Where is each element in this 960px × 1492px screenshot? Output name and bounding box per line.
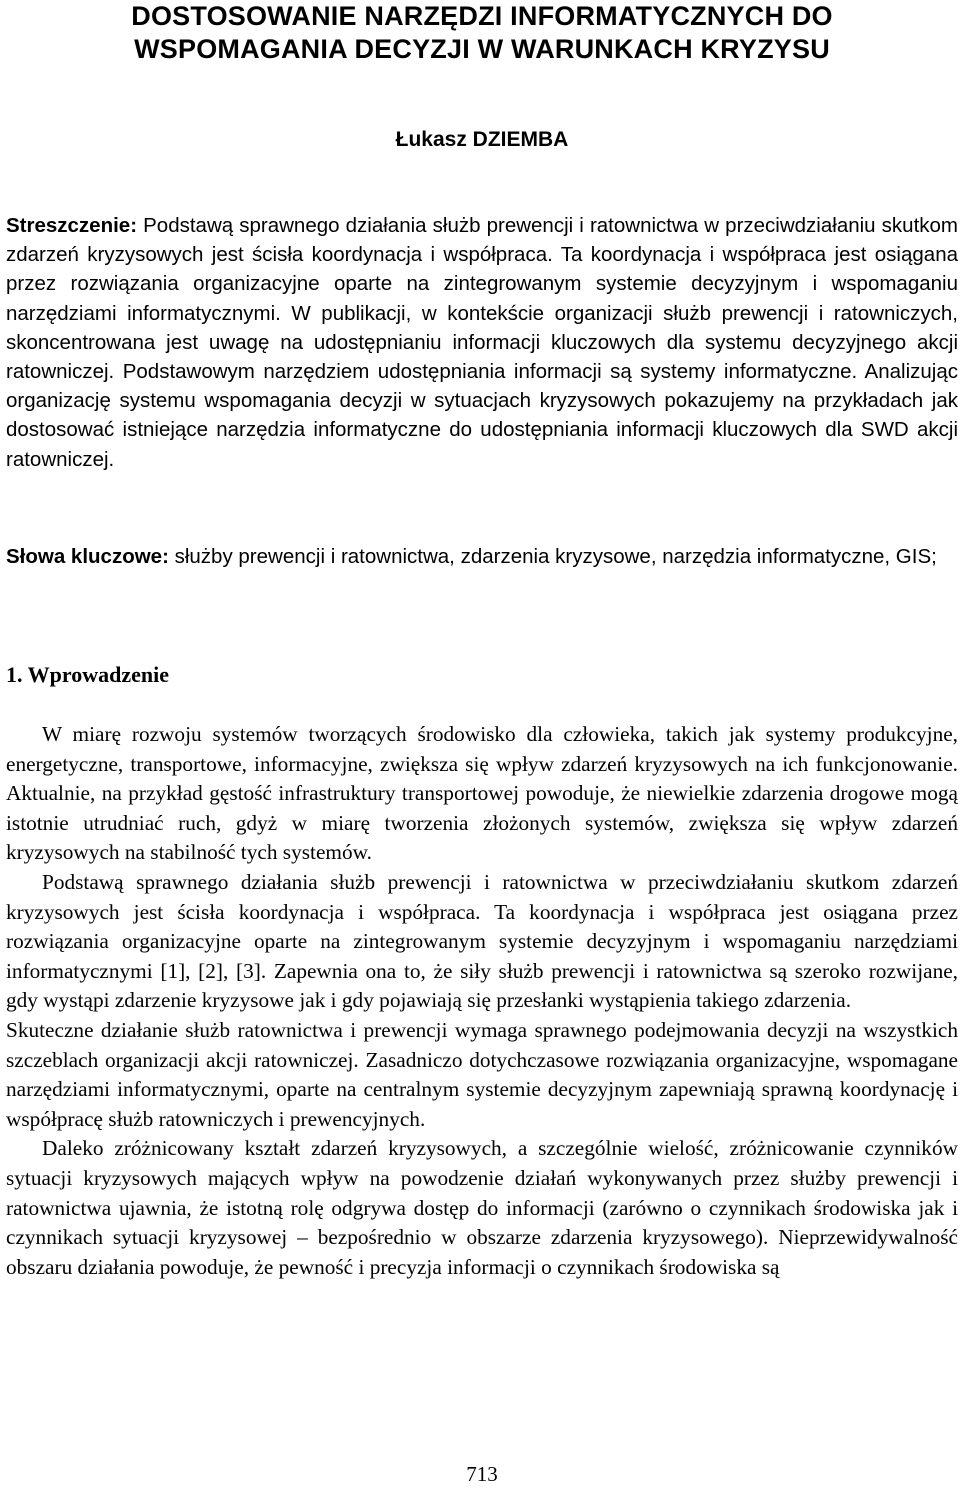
- section-heading-introduction: 1. Wprowadzenie: [6, 662, 169, 687]
- body-paragraph-3: Skuteczne działanie służb ratownictwa i prewencji wymaga sprawnego podejmowania decyzji na wszystkich szczeblach organizacji akcji ratowniczej. Zasadniczo dotychczasowe rozwiązania organizacyjne, wspomagane narzędziami informatycznymi, oparte na centralnym systemie decyzyjnym zapewniają sprawną koordynację i współpracę służb ratowniczych i prewencyjnych.: [6, 1017, 958, 1131]
- document-page: [6, 0, 958, 1486]
- keywords: [6, 542, 958, 571]
- abstract: [6, 211, 958, 474]
- body-paragraph-4: Daleko zróżnicowany kształt zdarzeń kryzysowych, a szczególnie wielość, zróżnicowanie czynników sytuacji kryzysowych mających wpływ na powodzenie działań wykonywanych przez służby prewencji i ratownictwa ujawnia, że istotną rolę odgrywa dostęp do informacji (zarówno o czynnikach środowiska jak i czynnikach sytuacji kryzysowej – bezpośrednio w obszarze zdarzenia kryzysowego). Nieprzewidywalność obszaru działania powoduje, że pewność i precyzja informacji o czynnikach środowiska są: [6, 1136, 958, 1279]
- section-body: [6, 720, 958, 1282]
- abstract-label: Streszczenie:: [6, 214, 138, 237]
- keywords-label: Słowa kluczowe:: [6, 545, 169, 568]
- body-paragraph-2: Podstawą sprawnego działania służb prewencji i ratownictwa w przeciwdziałaniu skutkom zdarzeń kryzysowych jest ścisła koordynacja i współpraca. Ta koordynacja i współpraca jest osiągana przez rozwiązania organizacyjne oparte na zintegrowanym systemie decyzyjnym i wspomaganiu narzędziami informatycznymi [1], [2], [3]. Zapewnia ona to, że siły służb prewencji i ratownictwa są szeroko rozwijane, gdy wystąpi zdarzenie kryzysowe jak i gdy pojawiają się przesłanki wystąpienia takiego zdarzenia.: [6, 869, 958, 1013]
- paper-title-line-2: WSPOMAGANIA DECYZJI W WARUNKACH KRYZYSU: [134, 34, 830, 64]
- paper-author: Łukasz DZIEMBA: [395, 128, 569, 151]
- body-paragraph-1: W miarę rozwoju systemów tworzących środowisko dla człowieka, takich jak systemy produkcyjne, energetyczne, transportowe, informacyjne, zwiększa się wpływ zdarzeń kryzysowych na ich funkcjonowanie. Aktualnie, na przykład gęstość infrastruktury transportowej powoduje, że niewielkie zdarzenia drogowe mogą istotnie utrudniać ruch, gdyż w miarę tworzenia złożonych systemów, zwiększa się wpływ zdarzeń kryzysowych na stabilność tych systemów.: [6, 722, 958, 865]
- paper-title: [6, 0, 958, 66]
- keywords-text: służby prewencji i ratownictwa, zdarzenia kryzysowe, narzędzia informatyczne, GIS;: [168, 545, 937, 568]
- paper-title-line-1: DOSTOSOWANIE NARZĘDZI INFORMATYCZNYCH DO: [131, 1, 833, 31]
- page-number: 713: [466, 1462, 498, 1486]
- abstract-text: Podstawą sprawnego działania służb prewencji i ratownictwa w przeciwdziałaniu skutkom zdarzeń kryzysowych jest ścisła koordynacja i współpraca. Ta koordynacja i współpraca jest osiągana przez rozwiązania organizacyjne oparte na zintegrowanym systemie decyzyjnym i wspomaganiu narzędziami informatycznymi. W publikacji, w kontekście organizacji służb prewencji i ratowniczych, skoncentrowana jest uwagę na udostępnianiu informacji kluczowych dla systemu decyzyjnego akcji ratowniczej. Podstawowym narzędziem udostępniania informacji są systemy informatyczne. Analizując organizację systemu wspomagania decyzji w sytuacjach kryzysowych pokazujemy na przykładach jak dostosować istniejące narzędzia informatyczne do udostępniania informacji kluczowych dla SWD akcji ratowniczej.: [6, 214, 958, 471]
